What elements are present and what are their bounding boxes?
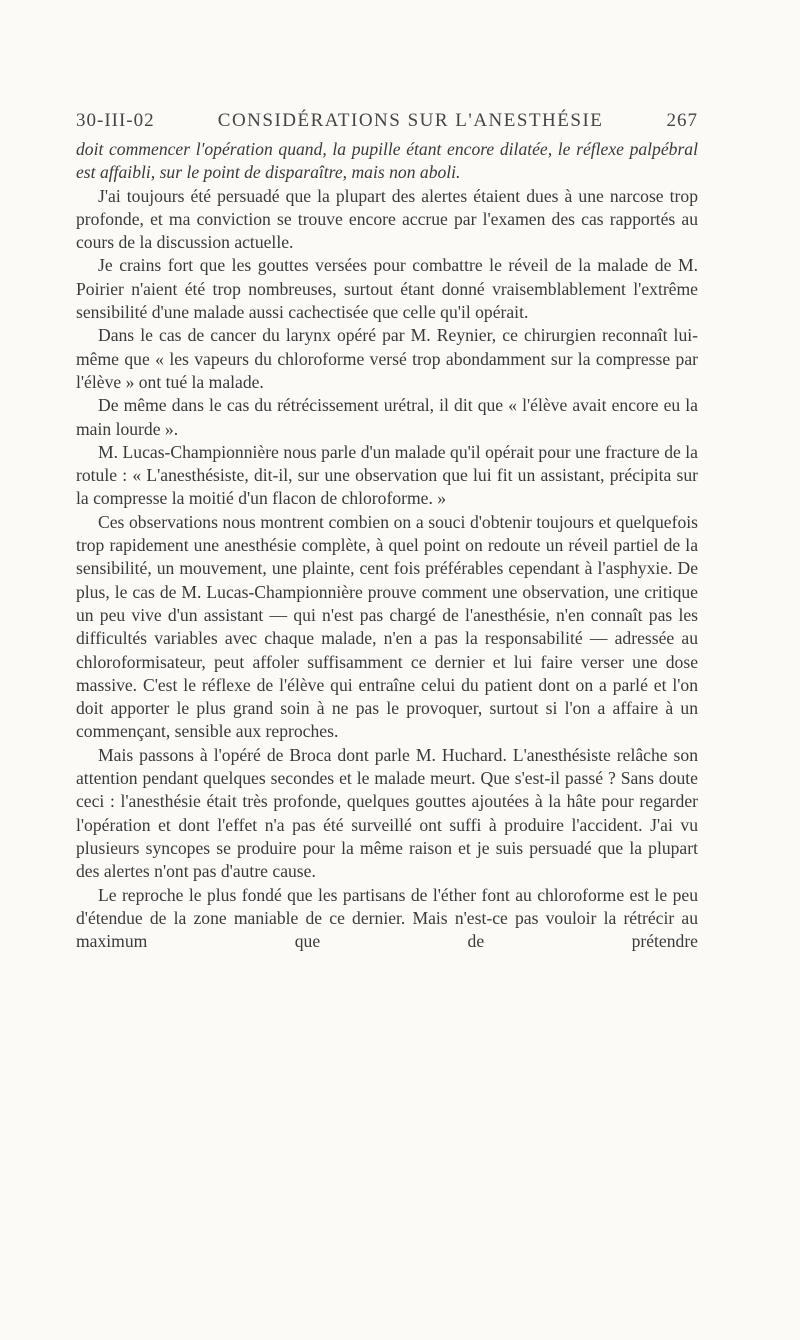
header-date: 30-III-02 — [76, 110, 155, 131]
paragraph: De même dans le cas du rétrécissement urétral, il dit que « l'élève avait encore eu la main lourde ». — [76, 395, 698, 439]
paragraph-continuation: doit commencer l'opération quand, la pupille étant encore dilatée, le réflexe palpébral est affaibli, sur le point de disparaître, mais non aboli. — [76, 139, 698, 183]
paragraph: Dans le cas de cancer du larynx opéré par M. Reynier, ce chirurgien reconnaît lui-même que « les vapeurs du chloroforme versé trop abondamment sur la compresse par l'élève » ont tué la malade. — [76, 325, 698, 392]
paragraph: Je crains fort que les gouttes versées pour combattre le réveil de la malade de M. Poirier n'aient été trop nombreuses, surtout étant donné vraisemblablement l'extrême sensibilité d'une malade aussi cachectisée que celle qu'il opérait. — [76, 255, 698, 323]
header-title: CONSIDÉRATIONS SUR L'ANESTHÉSIE — [217, 110, 604, 131]
paragraph: Le reproche le plus fondé que les partisans de l'éther font au chloroforme est le peu d'étendue de la zone maniable de ce dernier. Mais n'est-ce pas vouloir la rétrécir au maximum que de prétendre — [76, 884, 698, 952]
body-text — [76, 138, 698, 953]
book-page — [76, 110, 698, 953]
page-number: 267 — [666, 110, 698, 131]
paragraph: J'ai toujours été persuadé que la plupart des alertes étaient dues à une narcose trop profonde, et ma conviction se trouve encore accrue par l'examen des cas rapportés au cours de la discussion actuelle. — [76, 185, 698, 253]
paragraph: Ces observations nous montrent combien on a souci d'obtenir toujours et quelquefois trop rapidement une anesthésie complète, à quel point on redoute un réveil partiel de la sensibilité, un mouvement, une plainte, cent fois préférables cependant à l'asphyxie. De plus, le cas de M. Lucas-Championnière prouve comment une observation, une critique un peu vive d'un assistant — qui n'est pas chargé de l'anesthésie, n'en connaît pas les difficultés variables avec chaque malade, n'en a pas la responsabilité — adressée au chloroformisateur, peut affoler suffisamment ce dernier et lui faire verser une dose massive. C'est le réflexe de l'élève qui entraîne celui du patient dont on a parlé et l'on doit apporter le plus grand soin à ne pas le provoquer, surtout si l'on a affaire à un commençant, sensible aux reproches. — [76, 511, 698, 742]
paragraph: Mais passons à l'opéré de Broca dont parle M. Huchard. L'anesthésiste relâche son attention pendant quelques secondes et le malade meurt. Que s'est-il passé ? Sans doute ceci : l'anesthésie était très profonde, quelques gouttes ajoutées à la hâte pour regarder l'opération et dont l'effet n'a pas été surveillé ont suffi à produire l'accident. J'ai vu plusieurs syncopes se produire pour la même raison et je suis persuadé que la plupart des alertes n'ont pas d'autre cause. — [76, 744, 698, 882]
paragraph: M. Lucas-Championnière nous parle d'un malade qu'il opérait pour une fracture de la rotule : « L'anesthésiste, dit-il, sur une observation que lui fit un assistant, précipita sur la compresse la moitié d'un flacon de chloroforme. » — [76, 441, 698, 509]
running-head — [76, 110, 698, 132]
